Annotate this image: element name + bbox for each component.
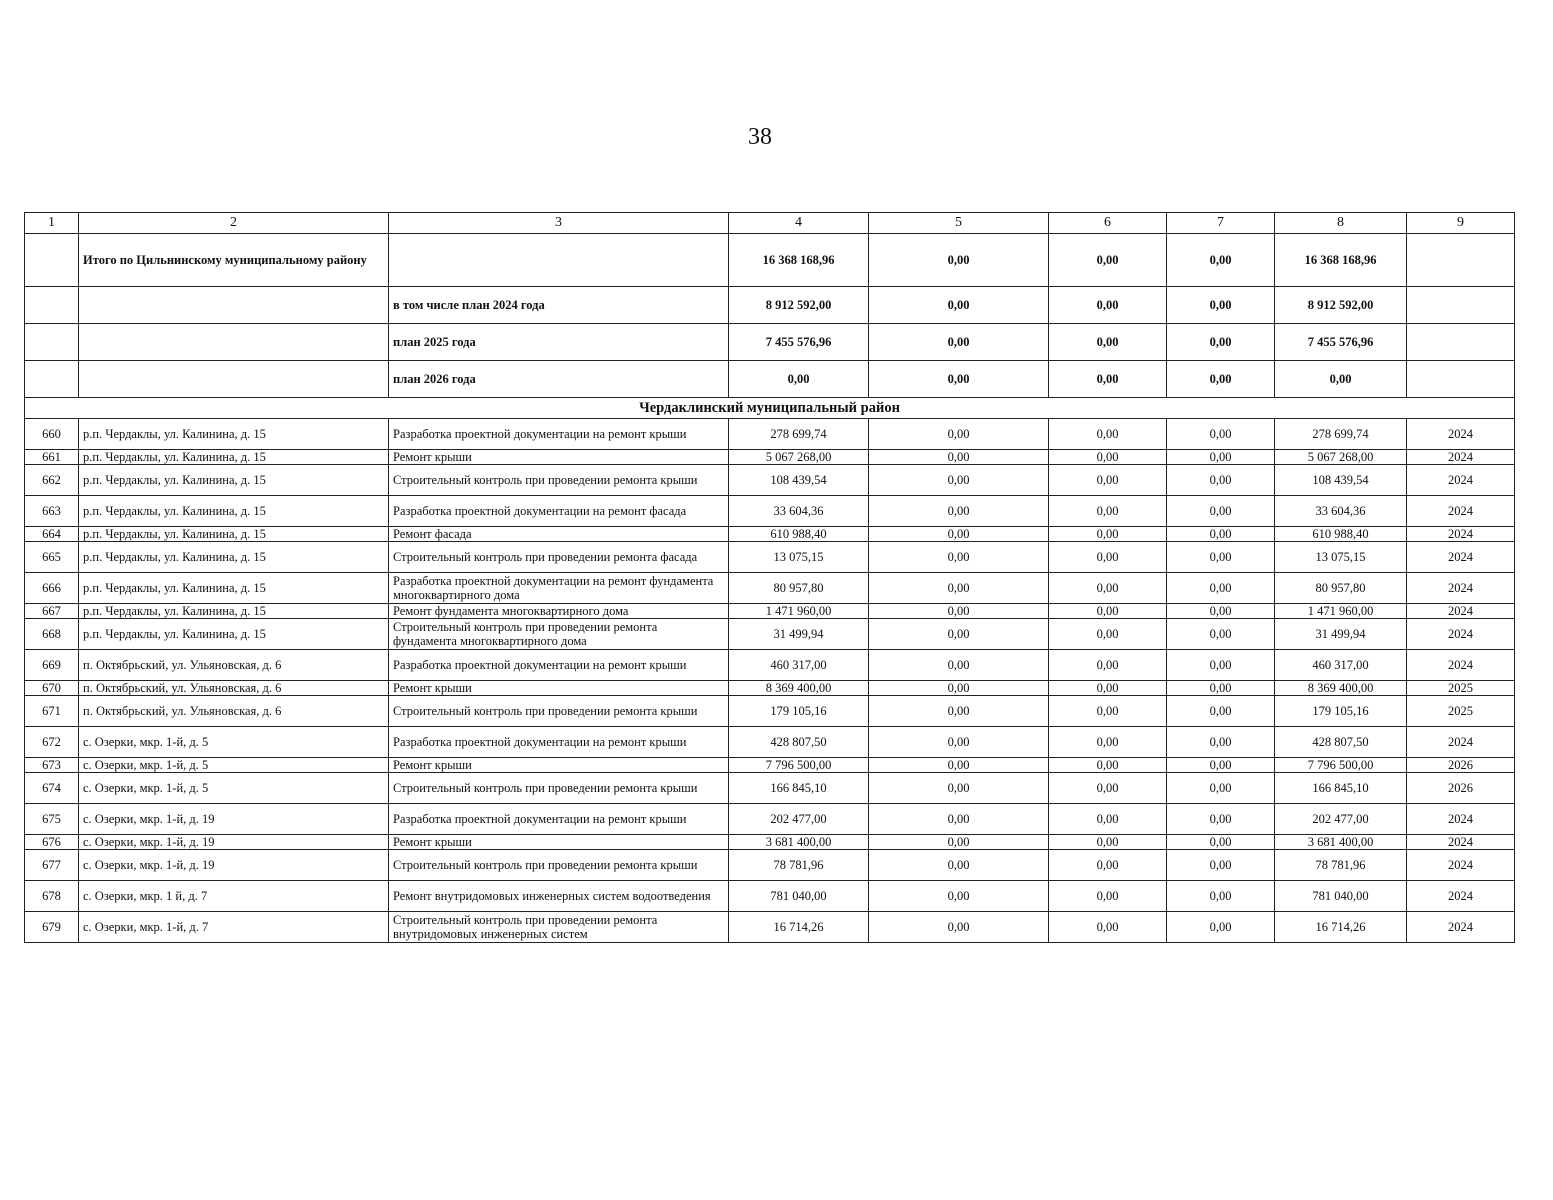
row-value-6: 0,00	[1049, 604, 1167, 619]
row-address: с. Озерки, мкр. 1-й, д. 7	[79, 912, 389, 943]
row-value-5: 0,00	[869, 650, 1049, 681]
row-year: 2024	[1407, 604, 1515, 619]
row-address: р.п. Чердаклы, ул. Калинина, д. 15	[79, 604, 389, 619]
row-value-7: 0,00	[1167, 912, 1275, 943]
row-value-4: 166 845,10	[729, 773, 869, 804]
total-number-cell	[25, 234, 79, 287]
row-value-6: 0,00	[1049, 681, 1167, 696]
table-row	[25, 696, 1515, 727]
row-address: п. Октябрьский, ул. Ульяновская, д. 6	[79, 650, 389, 681]
row-value-4: 179 105,16	[729, 696, 869, 727]
row-value-8: 179 105,16	[1275, 696, 1407, 727]
row-address: п. Октябрьский, ул. Ульяновская, д. 6	[79, 681, 389, 696]
row-address: с. Озерки, мкр. 1-й, д. 5	[79, 773, 389, 804]
row-value-8: 31 499,94	[1275, 619, 1407, 650]
row-work-type: Строительный контроль при проведении ремонта крыши	[389, 850, 729, 881]
row-value-6: 0,00	[1049, 727, 1167, 758]
row-value-8: 610 988,40	[1275, 527, 1407, 542]
plan-empty-cell	[79, 361, 389, 398]
table-row	[25, 881, 1515, 912]
row-address: с. Озерки, мкр. 1-й, д. 5	[79, 758, 389, 773]
plan-empty-cell	[25, 287, 79, 324]
table-row	[25, 419, 1515, 450]
table-row	[25, 912, 1515, 943]
row-value-8: 202 477,00	[1275, 804, 1407, 835]
row-value-4: 1 471 960,00	[729, 604, 869, 619]
row-year: 2024	[1407, 619, 1515, 650]
plan-value: 0,00	[729, 361, 869, 398]
row-work-type: Разработка проектной документации на ремонт фундамента многоквартирного дома	[389, 573, 729, 604]
row-number: 672	[25, 727, 79, 758]
row-value-5: 0,00	[869, 912, 1049, 943]
row-work-type: Строительный контроль при проведении ремонта крыши	[389, 773, 729, 804]
table-row	[25, 773, 1515, 804]
plan-2025-row	[25, 324, 1515, 361]
row-year: 2024	[1407, 850, 1515, 881]
page-number: 38	[748, 124, 772, 150]
row-value-5: 0,00	[869, 573, 1049, 604]
row-address: с. Озерки, мкр. 1-й, д. 19	[79, 804, 389, 835]
row-address: р.п. Чердаклы, ул. Калинина, д. 15	[79, 419, 389, 450]
row-value-8: 78 781,96	[1275, 850, 1407, 881]
table-row	[25, 804, 1515, 835]
row-year: 2024	[1407, 650, 1515, 681]
row-year: 2024	[1407, 496, 1515, 527]
row-value-5: 0,00	[869, 804, 1049, 835]
row-value-4: 31 499,94	[729, 619, 869, 650]
header-cell-5: 5	[869, 213, 1049, 234]
plan-2026-row	[25, 361, 1515, 398]
plan-empty-cell	[79, 324, 389, 361]
row-value-6: 0,00	[1049, 912, 1167, 943]
plan-value: 0,00	[869, 287, 1049, 324]
row-address: с. Озерки, мкр. 1-й, д. 19	[79, 850, 389, 881]
row-value-4: 460 317,00	[729, 650, 869, 681]
row-year: 2024	[1407, 881, 1515, 912]
row-number: 679	[25, 912, 79, 943]
column-number-header-row	[25, 213, 1515, 234]
plan-value: 8 912 592,00	[1275, 287, 1407, 324]
row-value-5: 0,00	[869, 604, 1049, 619]
table-row	[25, 650, 1515, 681]
row-work-type: Строительный контроль при проведении ремонта фасада	[389, 542, 729, 573]
row-value-4: 781 040,00	[729, 881, 869, 912]
plan-empty-cell	[25, 361, 79, 398]
row-year: 2025	[1407, 696, 1515, 727]
plan-value: 0,00	[1049, 361, 1167, 398]
row-address: п. Октябрьский, ул. Ульяновская, д. 6	[79, 696, 389, 727]
district-total-label: Итого по Цильнинскому муниципальному району	[79, 234, 389, 287]
header-cell-7: 7	[1167, 213, 1275, 234]
row-year: 2024	[1407, 727, 1515, 758]
row-value-8: 278 699,74	[1275, 419, 1407, 450]
row-value-6: 0,00	[1049, 542, 1167, 573]
row-value-7: 0,00	[1167, 542, 1275, 573]
row-work-type: Ремонт крыши	[389, 758, 729, 773]
row-value-5: 0,00	[869, 696, 1049, 727]
row-value-5: 0,00	[869, 619, 1049, 650]
row-number: 674	[25, 773, 79, 804]
row-number: 667	[25, 604, 79, 619]
row-year: 2024	[1407, 419, 1515, 450]
row-value-4: 7 796 500,00	[729, 758, 869, 773]
row-value-5: 0,00	[869, 881, 1049, 912]
row-value-4: 202 477,00	[729, 804, 869, 835]
row-value-5: 0,00	[869, 465, 1049, 496]
table-row	[25, 450, 1515, 465]
row-value-6: 0,00	[1049, 758, 1167, 773]
row-address: р.п. Чердаклы, ул. Калинина, д. 15	[79, 496, 389, 527]
row-work-type: Ремонт внутридомовых инженерных систем водоотведения	[389, 881, 729, 912]
row-value-7: 0,00	[1167, 450, 1275, 465]
table-row	[25, 681, 1515, 696]
row-number: 660	[25, 419, 79, 450]
row-value-6: 0,00	[1049, 804, 1167, 835]
row-value-8: 7 796 500,00	[1275, 758, 1407, 773]
row-work-type: Разработка проектной документации на ремонт фасада	[389, 496, 729, 527]
row-address: с. Озерки, мкр. 1-й, д. 5	[79, 727, 389, 758]
row-value-7: 0,00	[1167, 619, 1275, 650]
row-year: 2024	[1407, 465, 1515, 496]
row-year: 2024	[1407, 573, 1515, 604]
total-value-8: 16 368 168,96	[1275, 234, 1407, 287]
row-number: 665	[25, 542, 79, 573]
row-number: 661	[25, 450, 79, 465]
row-value-4: 108 439,54	[729, 465, 869, 496]
table-row	[25, 465, 1515, 496]
row-value-6: 0,00	[1049, 573, 1167, 604]
total-value-6: 0,00	[1049, 234, 1167, 287]
plan-value: 0,00	[1167, 287, 1275, 324]
row-work-type: Ремонт фасада	[389, 527, 729, 542]
total-value-5: 0,00	[869, 234, 1049, 287]
table-row	[25, 850, 1515, 881]
plan-empty-cell	[1407, 287, 1515, 324]
row-value-8: 80 957,80	[1275, 573, 1407, 604]
row-year: 2024	[1407, 835, 1515, 850]
row-number: 666	[25, 573, 79, 604]
row-value-4: 13 075,15	[729, 542, 869, 573]
plan-empty-cell	[1407, 324, 1515, 361]
row-year: 2026	[1407, 773, 1515, 804]
row-value-5: 0,00	[869, 758, 1049, 773]
table-row	[25, 835, 1515, 850]
row-value-6: 0,00	[1049, 881, 1167, 912]
row-value-7: 0,00	[1167, 650, 1275, 681]
plan-value: 0,00	[1049, 324, 1167, 361]
row-address: р.п. Чердаклы, ул. Калинина, д. 15	[79, 573, 389, 604]
plan-label: план 2025 года	[389, 324, 729, 361]
plan-value: 0,00	[869, 324, 1049, 361]
row-value-5: 0,00	[869, 419, 1049, 450]
row-value-7: 0,00	[1167, 773, 1275, 804]
table-row	[25, 619, 1515, 650]
row-address: р.п. Чердаклы, ул. Калинина, д. 15	[79, 465, 389, 496]
total-work-cell	[389, 234, 729, 287]
row-address: р.п. Чердаклы, ул. Калинина, д. 15	[79, 527, 389, 542]
row-number: 675	[25, 804, 79, 835]
row-value-6: 0,00	[1049, 496, 1167, 527]
row-value-8: 3 681 400,00	[1275, 835, 1407, 850]
header-cell-8: 8	[1275, 213, 1407, 234]
row-value-4: 278 699,74	[729, 419, 869, 450]
plan-value: 0,00	[1049, 287, 1167, 324]
row-value-4: 428 807,50	[729, 727, 869, 758]
plan-value: 0,00	[1167, 361, 1275, 398]
total-value-4: 16 368 168,96	[729, 234, 869, 287]
total-year-cell	[1407, 234, 1515, 287]
row-work-type: Строительный контроль при проведении ремонта фундамента многоквартирного дома	[389, 619, 729, 650]
row-year: 2024	[1407, 450, 1515, 465]
row-work-type: Строительный контроль при проведении ремонта крыши	[389, 465, 729, 496]
row-work-type: Ремонт крыши	[389, 450, 729, 465]
row-work-type: Ремонт крыши	[389, 835, 729, 850]
row-value-6: 0,00	[1049, 465, 1167, 496]
row-value-8: 33 604,36	[1275, 496, 1407, 527]
row-value-8: 16 714,26	[1275, 912, 1407, 943]
row-value-6: 0,00	[1049, 419, 1167, 450]
header-cell-4: 4	[729, 213, 869, 234]
row-number: 676	[25, 835, 79, 850]
row-value-5: 0,00	[869, 850, 1049, 881]
table-row	[25, 727, 1515, 758]
row-address: р.п. Чердаклы, ул. Калинина, д. 15	[79, 450, 389, 465]
row-value-7: 0,00	[1167, 804, 1275, 835]
row-value-7: 0,00	[1167, 604, 1275, 619]
row-value-4: 8 369 400,00	[729, 681, 869, 696]
plan-value: 7 455 576,96	[729, 324, 869, 361]
row-number: 678	[25, 881, 79, 912]
row-value-7: 0,00	[1167, 835, 1275, 850]
row-value-7: 0,00	[1167, 881, 1275, 912]
row-address: р.п. Чердаклы, ул. Калинина, д. 15	[79, 619, 389, 650]
row-address: р.п. Чердаклы, ул. Калинина, д. 15	[79, 542, 389, 573]
header-cell-1: 1	[25, 213, 79, 234]
plan-empty-cell	[25, 324, 79, 361]
row-value-8: 166 845,10	[1275, 773, 1407, 804]
row-value-6: 0,00	[1049, 619, 1167, 650]
row-value-8: 13 075,15	[1275, 542, 1407, 573]
row-year: 2024	[1407, 527, 1515, 542]
row-value-6: 0,00	[1049, 773, 1167, 804]
plan-value: 0,00	[1275, 361, 1407, 398]
row-value-4: 3 681 400,00	[729, 835, 869, 850]
row-number: 670	[25, 681, 79, 696]
row-work-type: Ремонт фундамента многоквартирного дома	[389, 604, 729, 619]
row-value-8: 8 369 400,00	[1275, 681, 1407, 696]
table-row	[25, 542, 1515, 573]
row-value-6: 0,00	[1049, 527, 1167, 542]
row-value-7: 0,00	[1167, 573, 1275, 604]
row-work-type: Строительный контроль при проведении ремонта крыши	[389, 696, 729, 727]
row-value-8: 781 040,00	[1275, 881, 1407, 912]
section-title-row	[25, 398, 1515, 419]
row-work-type: Разработка проектной документации на ремонт крыши	[389, 419, 729, 450]
row-work-type: Разработка проектной документации на ремонт крыши	[389, 727, 729, 758]
table-row	[25, 604, 1515, 619]
row-value-5: 0,00	[869, 542, 1049, 573]
row-work-type: Строительный контроль при проведении ремонта внутридомовых инженерных систем	[389, 912, 729, 943]
capital-repair-table	[24, 212, 1515, 943]
row-year: 2024	[1407, 542, 1515, 573]
row-value-7: 0,00	[1167, 496, 1275, 527]
row-value-7: 0,00	[1167, 850, 1275, 881]
row-value-5: 0,00	[869, 496, 1049, 527]
row-value-8: 1 471 960,00	[1275, 604, 1407, 619]
row-value-7: 0,00	[1167, 527, 1275, 542]
row-number: 677	[25, 850, 79, 881]
row-number: 663	[25, 496, 79, 527]
row-value-7: 0,00	[1167, 758, 1275, 773]
row-value-4: 33 604,36	[729, 496, 869, 527]
row-work-type: Разработка проектной документации на ремонт крыши	[389, 804, 729, 835]
table-row	[25, 527, 1515, 542]
plan-value: 7 455 576,96	[1275, 324, 1407, 361]
row-year: 2024	[1407, 912, 1515, 943]
plan-empty-cell	[79, 287, 389, 324]
row-value-8: 108 439,54	[1275, 465, 1407, 496]
plan-value: 0,00	[869, 361, 1049, 398]
row-year: 2025	[1407, 681, 1515, 696]
district-total-row	[25, 234, 1515, 287]
row-value-8: 5 067 268,00	[1275, 450, 1407, 465]
row-year: 2024	[1407, 804, 1515, 835]
row-value-7: 0,00	[1167, 696, 1275, 727]
row-value-7: 0,00	[1167, 681, 1275, 696]
row-number: 662	[25, 465, 79, 496]
row-value-6: 0,00	[1049, 696, 1167, 727]
plan-label: в том числе план 2024 года	[389, 287, 729, 324]
row-value-7: 0,00	[1167, 419, 1275, 450]
row-address: с. Озерки, мкр. 1-й, д. 19	[79, 835, 389, 850]
row-number: 664	[25, 527, 79, 542]
row-value-8: 460 317,00	[1275, 650, 1407, 681]
section-title: Чердаклинский муниципальный район	[25, 398, 1515, 419]
row-value-5: 0,00	[869, 835, 1049, 850]
row-value-5: 0,00	[869, 681, 1049, 696]
row-value-6: 0,00	[1049, 650, 1167, 681]
row-value-5: 0,00	[869, 773, 1049, 804]
row-value-8: 428 807,50	[1275, 727, 1407, 758]
header-cell-3: 3	[389, 213, 729, 234]
plan-empty-cell	[1407, 361, 1515, 398]
row-number: 673	[25, 758, 79, 773]
row-value-5: 0,00	[869, 727, 1049, 758]
row-value-7: 0,00	[1167, 465, 1275, 496]
row-work-type: Ремонт крыши	[389, 681, 729, 696]
row-number: 671	[25, 696, 79, 727]
row-year: 2026	[1407, 758, 1515, 773]
row-value-6: 0,00	[1049, 835, 1167, 850]
total-value-7: 0,00	[1167, 234, 1275, 287]
header-cell-2: 2	[79, 213, 389, 234]
plan-value: 0,00	[1167, 324, 1275, 361]
table-row	[25, 573, 1515, 604]
row-value-4: 16 714,26	[729, 912, 869, 943]
table-row	[25, 496, 1515, 527]
header-cell-9: 9	[1407, 213, 1515, 234]
row-address: с. Озерки, мкр. 1 й, д. 7	[79, 881, 389, 912]
row-value-6: 0,00	[1049, 450, 1167, 465]
plan-2024-row	[25, 287, 1515, 324]
row-value-5: 0,00	[869, 527, 1049, 542]
table-row	[25, 758, 1515, 773]
row-value-4: 80 957,80	[729, 573, 869, 604]
row-value-7: 0,00	[1167, 727, 1275, 758]
row-number: 668	[25, 619, 79, 650]
plan-value: 8 912 592,00	[729, 287, 869, 324]
row-value-6: 0,00	[1049, 850, 1167, 881]
row-work-type: Разработка проектной документации на ремонт крыши	[389, 650, 729, 681]
row-value-5: 0,00	[869, 450, 1049, 465]
row-value-4: 5 067 268,00	[729, 450, 869, 465]
header-cell-6: 6	[1049, 213, 1167, 234]
row-value-4: 78 781,96	[729, 850, 869, 881]
plan-label: план 2026 года	[389, 361, 729, 398]
row-value-4: 610 988,40	[729, 527, 869, 542]
row-number: 669	[25, 650, 79, 681]
